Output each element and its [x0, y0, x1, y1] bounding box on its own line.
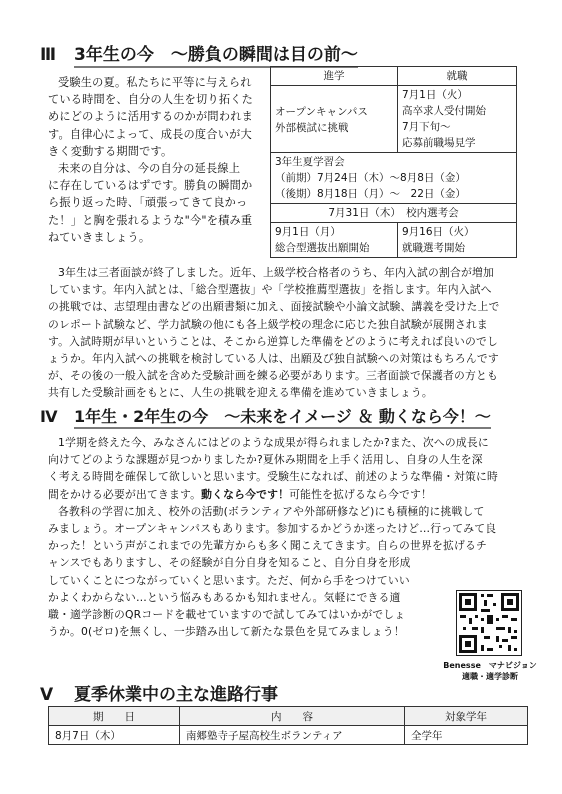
body-line: く考える時間を確保して欲しいと思います。受験生になれば、前述のような準備・対策に時	[48, 470, 499, 484]
intro-line: 受験生の夏。私たちに平等に与えられ	[58, 76, 252, 89]
section3-title: 3年生の今 ～勝負の瞬間は目の前～	[74, 45, 358, 68]
row4-left-line: 9月1日（月）	[275, 226, 341, 238]
row4-right-line: 9月16日（火）	[402, 226, 475, 238]
intro-line: た！」と胸を張れるような"今"を積み重	[48, 213, 253, 227]
line4-post: 可能性を拡げるなら今です！	[289, 487, 433, 501]
section3-heading	[40, 40, 358, 65]
body-line: かった！という声がこれまでの先輩方からも多く聞こえてきます。自らの世界を拡げるチ	[48, 539, 488, 553]
intro-line: めにどのように活用するのかが問われま	[48, 110, 253, 124]
body-line: 3年生は三者面談が終了しました。近年、上級学校合格者のうち、年内入試の割合が増加	[58, 266, 494, 279]
body-line: うか。0(ゼロ)を無くし、一歩踏み出して新たな景色を見てみましょう！	[48, 625, 405, 639]
qr-code-graphic	[457, 591, 521, 655]
body-line: しています。年内入試とは、「総合型選抜」や「学校推薦型選抜」を指します。年内入試へ	[48, 283, 492, 297]
body-line: 共有した受験計画をもとに、人生の挑戦を迎える準備を進めていきましょう。	[48, 386, 433, 400]
events-header-row	[49, 707, 528, 726]
row4-left-line: 総合型選抜出願開始	[275, 242, 370, 254]
events-table	[48, 706, 528, 745]
body-line: 職・適学診断のQRコードを載せていますので試してみてはいかがでしょ	[48, 608, 406, 622]
intro-line: す。自律心によって、成長の度合いが大	[48, 127, 252, 141]
header-grade: 対象学年	[405, 707, 528, 726]
intro-line: ら振り返った時、「頑張ってきて良かっ	[48, 196, 248, 210]
emphasis-text: 動くなら今です！	[201, 487, 290, 501]
col-header-shushoku: 就職	[398, 67, 517, 86]
row1-right-line: 7月1日（火）	[402, 89, 468, 101]
body-line: ょうか。年内入試への挑戦を検討している人は、出願及び独自試験への対策はもちろんです	[48, 352, 499, 366]
qr-code[interactable]	[456, 590, 522, 656]
row1-right-line: 高卒求人受付開始	[402, 105, 486, 117]
row4-right-line: 就職選考開始	[402, 242, 465, 254]
body-line: の挑戦では、志望理由書などの出願書類に加え、面接試験や小論文試験、講義を受けた上で	[48, 300, 500, 314]
section4-heading	[40, 404, 491, 427]
row1-right	[398, 86, 517, 153]
section5-number: Ⅴ	[40, 685, 54, 705]
summer-school-line: （前期）7月24日（木）～8月8日（金）	[275, 172, 466, 184]
line4-pre: 間をかける必要が出てきます。	[48, 487, 202, 501]
row1-left-line: 外部模試に挑戦	[275, 122, 349, 134]
body-line: が、その後の一般入試を含めた受験計画を練る必要があります。三者面談で保護者の方とも	[48, 369, 499, 383]
table-row	[49, 726, 528, 745]
col-header-shingaku: 進学	[271, 67, 398, 86]
school-selection-cell: 7月31日（木） 校内選考会	[271, 204, 517, 223]
body-line: かよくわからない…という悩みもあるかも知れません。気軽にできる適	[48, 590, 401, 604]
body-line: 向けてどのような課題が見つかりましたか?夏休み期間を上手く活用し、自身の人生を深	[48, 453, 483, 467]
section4-number: Ⅳ	[40, 407, 58, 426]
section5-heading	[40, 680, 278, 705]
schedule-table	[270, 66, 517, 258]
row1-left-line: オープンキャンパス	[275, 106, 368, 118]
intro-line: 未来の自分は、今の自分の延長線上	[58, 162, 241, 176]
body-line: 1学期を終えた今、みなさんにはどのような成果が得られましたか?また、次への成長に	[58, 436, 489, 449]
body-line: す。入試時期が早いということは、そこから逆算した準備をどのように考えれば良いのでし	[48, 334, 499, 348]
body-line: みましょう。オープンキャンパスもあります。参加するかどうか迷ったけど…行ってみて良	[48, 522, 497, 536]
body-line	[48, 486, 528, 503]
event-date: 8月7日（木）	[49, 726, 180, 745]
summer-school-cell	[271, 153, 517, 204]
row1-right-line: 7月下旬～	[402, 121, 451, 133]
row1-left	[271, 86, 398, 153]
section5-title: 夏季休業中の主な進路行事	[74, 685, 278, 708]
section3-intro	[48, 74, 264, 246]
intro-line: ねていきましょう。	[48, 230, 151, 244]
row4-left	[271, 223, 398, 258]
header-date: 期 日	[49, 707, 180, 726]
intro-line: きく変動する期間です。	[48, 144, 173, 158]
body-line: していくことにつながっていくと思います。ただ、何から手をつけていい	[48, 573, 410, 587]
section4-title: 1年生・2年生の今 ～未来をイメージ ＆ 動くなら今！～	[74, 407, 491, 429]
intro-line: に存在しているはずです。勝負の瞬間か	[48, 179, 253, 193]
body-line: ャンスでもありますし、その経験が自分自身を知ること、自分自身を形成	[48, 556, 411, 570]
summer-school-line: （後期）8月18日（月）～ 22日（金）	[275, 188, 466, 200]
row4-right	[398, 223, 517, 258]
qr-caption-line: Benesse マナビジョン	[443, 661, 537, 670]
event-content: 南郷塾寺子屋高校生ボランティア	[180, 726, 405, 745]
section3-number: Ⅲ	[40, 45, 57, 65]
header-content: 内 容	[180, 707, 405, 726]
qr-caption-line: 適職・適学診断	[462, 672, 518, 681]
qr-caption	[440, 660, 540, 682]
summer-school-line: 3年生夏学習会	[275, 156, 345, 168]
section3-body	[48, 264, 528, 402]
body-line: 各教科の学習に加え、校外の活動(ボランティアや外部研修など)にも積極的に挑戦して	[58, 504, 485, 518]
intro-line: ている時間を、自分の人生を切り拓くた	[48, 93, 253, 107]
event-grade: 全学年	[405, 726, 528, 745]
body-line: のレポート試験など、学力試験の他にも各上級学校の理念に応じた独自試験が展開されま	[48, 317, 488, 331]
row1-right-line: 応募前職場見学	[402, 137, 476, 149]
